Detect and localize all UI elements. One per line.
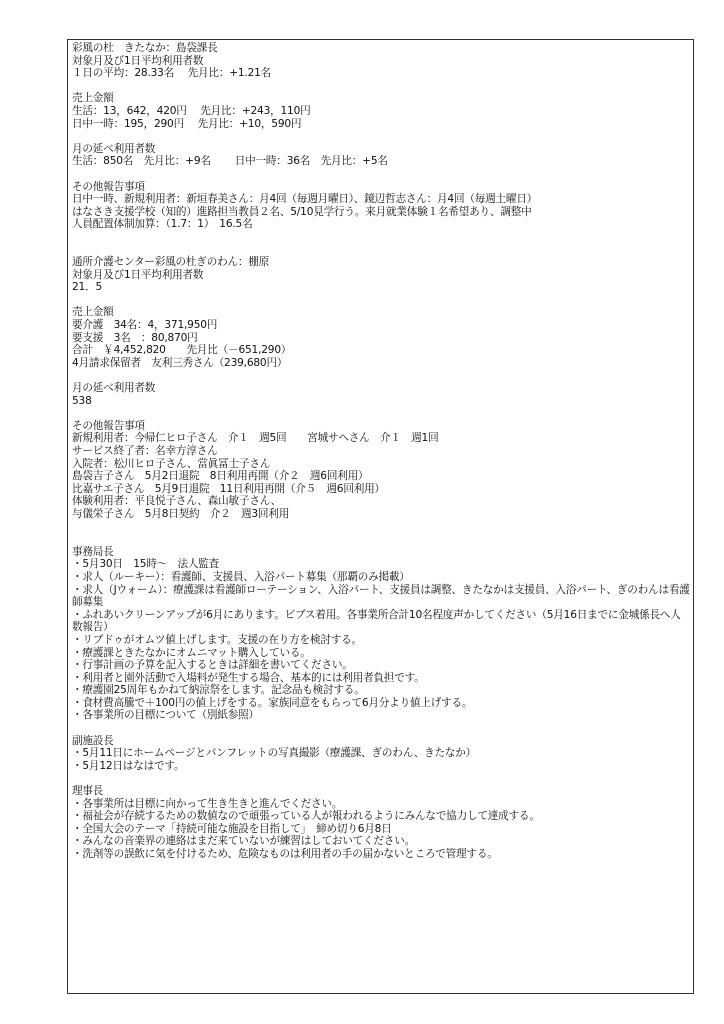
ginowan-sales-yoshien: 要支援 3名 ：80,870円 (72, 331, 198, 344)
ginowan-other-line: 島袋吉子さん 5月2日退院 8日利用再開（介２ 週6回利用） (72, 470, 369, 483)
kitanaka-monthly-title: 月の延べ利用者数 (72, 142, 156, 155)
ginowan-other-line: サービス終了者：名幸方淳さん (72, 445, 218, 457)
jimukyokucho-item: ・行事計画の予算を記入するときは詳細を書いてください。 (72, 659, 353, 672)
kitanaka-other-line: はなさき支援学校（知的）進路担当教員２名、5/10見学行う。来月就業体験１名希望あり、調整中 (72, 205, 532, 218)
ginowan-other-line: 新規利用者：今帰仁ヒロ子さん 介１ 週5回 宮城サヘさん 介１ 週1回 (72, 432, 439, 445)
jimukyokucho-item: ・リブドゥがオムツ値上げします。支援の在り方を検討する。 (72, 633, 362, 646)
jimukyokucho-title: 事務局長 (72, 545, 114, 558)
kitanaka-section (72, 42, 690, 231)
ginowan-other-line: 入院者：松川ヒロ子さん、當眞冨士子さん (72, 457, 271, 470)
kitanaka-usage-average: １日の平均：28.33名 先月比：+1.21名 (72, 67, 272, 80)
ginowan-other-line: 比嘉サエ子さん 5月9日退院 11日利用再開（介５ 週6回利用） (72, 482, 385, 495)
fukushisetsucho-item: ・5月11日にホームページとパンフレットの写真撮影（療護課、ぎのわん、きたなか） (72, 747, 477, 760)
jimukyokucho-item: ・療護課ときたなかにオムニマット購入している。 (72, 646, 311, 659)
document-body (72, 42, 690, 861)
jimukyokucho-section (72, 546, 690, 722)
jimukyokucho-item: ・5月30日 15時～ 法人監査 (72, 558, 220, 571)
ginowan-other-line: 体験利用者：平良悦子さん、森山敏子さん、 (72, 495, 282, 508)
rijicho-item: ・みんなの音楽界の連絡はまだ来ていないが練習はしておいてください。 (72, 835, 415, 848)
rijicho-section (72, 785, 690, 861)
kitanaka-other-title: その他報告事項 (72, 180, 145, 193)
kitanaka-sales-seikatsu: 生活：13，642，420円 先月比：+243，110円 (72, 104, 311, 117)
jimukyokucho-item: ・ふれあいクリーンアップが6月にあります。ビブス着用。各事業所合計10名程度声かしてください（5月16日までに金城係長へ人数報告） (72, 608, 681, 634)
jimukyokucho-item: ・利用者と園外活動で入場料が発生する場合、基本的には利用者負担です。 (72, 671, 425, 684)
ginowan-other-line: 与儀栄子さん 5月8日契約 介２ 週3回利用 (72, 507, 290, 520)
ginowan-monthly-title: 月の延べ利用者数 (72, 382, 156, 395)
jimukyokucho-item: ・療護園25周年もかねて納涼祭をします。記念品も検討する。 (72, 684, 365, 697)
ginowan-sales-yokaigo: 要介護 34名：4，371,950円 (72, 319, 218, 332)
ginowan-sales-title: 売上金額 (72, 306, 114, 319)
jimukyokucho-item: ・各事業所の目標について（別紙参照） (72, 709, 259, 722)
jimukyokucho-item: ・求人（ルーキー）：看護師、支援員、入浴パート募集（那覇のみ掲載） (72, 570, 410, 583)
jimukyokucho-item: ・求人（Jウォーム）：療護課は看護師ローテーション、入浴パート、支援員は調整、きたなかは支援員、入浴パート、ぎのわんは看護師募集 (72, 583, 690, 609)
ginowan-usage-average: 21．5 (72, 281, 103, 294)
ginowan-header: 通所介護センター彩風の杜ぎのわん：棚原 (72, 256, 270, 269)
rijicho-item: ・洗剤等の誤飲に気を付けるため、危険なものは利用者の手の届かないところで管理する。 (72, 848, 498, 860)
ginowan-sales-pending: 4月請求保留者 友利三秀さん（239,680円） (72, 356, 288, 369)
ginowan-sales-total: 合計 ￥4,452,820 先月比（－651,290） (72, 344, 292, 357)
ginowan-section (72, 256, 690, 520)
fukushisetsucho-section (72, 735, 690, 773)
kitanaka-usage-title: 対象月及び1日平均利用者数 (72, 54, 204, 67)
jimukyokucho-item: ・食材費高騰で＋100円の値上げをする。家族同意をもらって6月分より値上げする。 (72, 696, 473, 709)
ginowan-usage-title: 対象月及び1日平均利用者数 (72, 268, 204, 281)
ginowan-monthly-count: 538 (72, 394, 92, 407)
kitanaka-other-line: 日中一時、新規利用者：新垣春美さん：月4回（毎週月曜日）、鏡辺哲志さん：月4回（毎週土曜日） (72, 193, 538, 206)
rijicho-item: ・全国大会のテーマ「持続可能な施設を目指して」 締め切り6月8日 (72, 822, 392, 835)
kitanaka-sales-title: 売上金額 (72, 92, 114, 105)
fukushisetsucho-item: ・5月12日はなはです。 (72, 759, 185, 772)
ginowan-other-title: その他報告事項 (72, 419, 145, 432)
rijicho-item: ・福祉会が存続するための数値なので頑張っている人が報われるようにみんなで協力して達成する。 (72, 810, 540, 823)
fukushisetsucho-title: 副施設長 (72, 734, 114, 747)
kitanaka-sales-nitchu: 日中一時：195，290円 先月比：+10，590円 (72, 117, 302, 130)
rijicho-item: ・各事業所は目標に向かって生き生きと進んでください。 (72, 797, 343, 810)
rijicho-title: 理事長 (72, 785, 104, 798)
kitanaka-other-line: 人員配置体制加算：（1.7：1） 16.5名 (72, 218, 253, 231)
kitanaka-monthly-counts: 生活：850名 先月比：+9名 日中一時：36名 先月比：+5名 (72, 155, 388, 168)
kitanaka-header: 彩風の杜 きたなか：島袋課長 (72, 42, 218, 54)
